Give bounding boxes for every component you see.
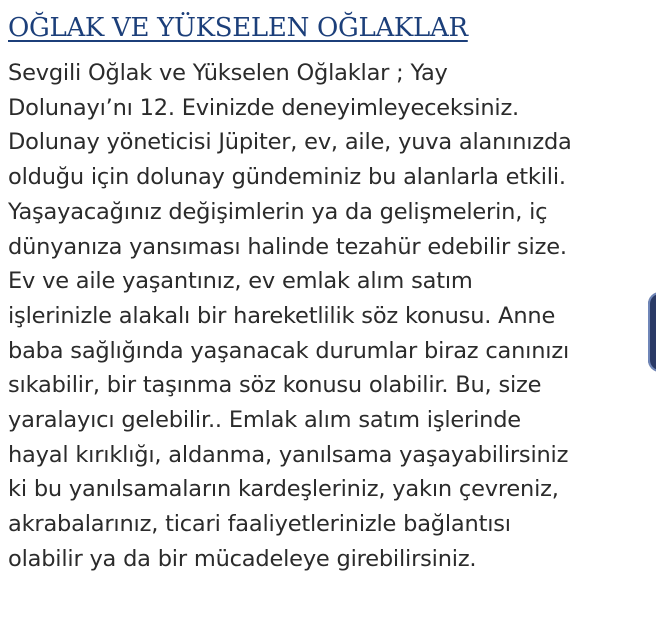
article-line: yaralayıcı gelebilir.. Emlak alım satım işlerinde <box>8 407 521 434</box>
article-line: ki bu yanılsamaların kardeşleriniz, yakın çevreniz, <box>8 476 559 503</box>
article-line: Ev ve aile yaşantınız, ev emlak alım satım <box>8 268 473 295</box>
article-line: sıkabilir, bir taşınma söz konusu olabilir. Bu, size <box>8 372 542 399</box>
article-line: Sevgili Oğlak ve Yükselen Oğlaklar ; Yay <box>8 60 448 86</box>
article-line: baba sağlığında yaşanacak durumlar biraz canınızı <box>8 337 569 364</box>
article-line: hayal kırıklığı, aldanma, yanılsama yaşayabilirsiniz <box>8 441 569 468</box>
article-line: işlerinizle alakalı bir hareketlilik söz konusu. Anne <box>8 302 556 329</box>
article-body <box>8 56 572 577</box>
article-title: OĞLAK VE YÜKSELEN OĞLAKLAR <box>8 13 468 43</box>
article-line: Yaşayacağınız değişimlerin ya da gelişmelerin, iç <box>8 198 548 225</box>
edge-decoration <box>648 292 656 372</box>
article-line: Dolunay yöneticisi Jüpiter, ev, aile, yuva alanınızda <box>8 129 572 156</box>
article-line: dünyanıza yansıması halinde tezahür edebilir size. <box>8 233 567 260</box>
article-line: olabilir ya da bir mücadeleye girebilirsiniz. <box>8 545 477 572</box>
article-line: Dolunayı’nı 12. Evinizde deneyimleyeceksiniz. <box>8 94 520 121</box>
article-line: olduğu için dolunay gündeminiz bu alanlarla etkili. <box>8 164 566 191</box>
article-line: akrabalarınız, ticari faaliyetlerinizle bağlantısı <box>8 511 511 538</box>
